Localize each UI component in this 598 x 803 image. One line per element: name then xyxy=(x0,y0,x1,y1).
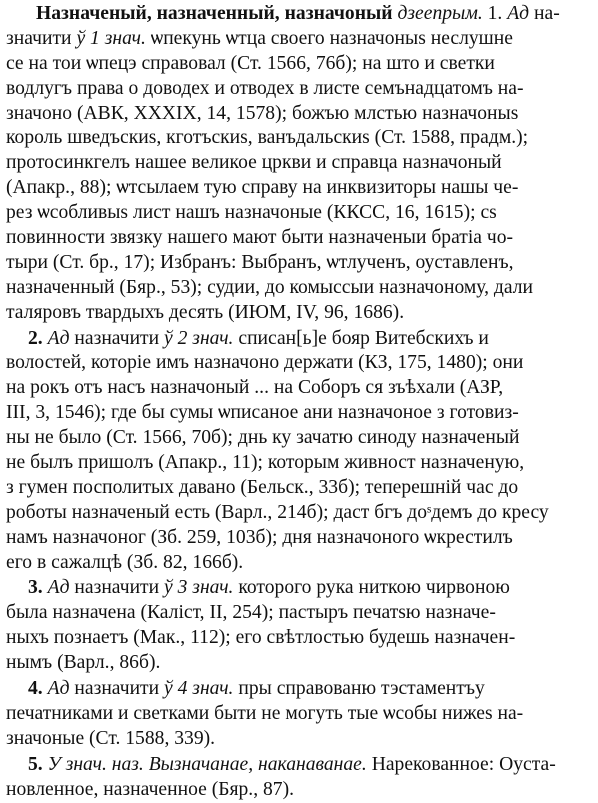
text-line: ны не было (Ст. 1566, 70б); днь ку зачатю синоду назначеный xyxy=(6,427,520,449)
text-line: протосинкгелъ нашее великое цркви и справца назначоный xyxy=(6,152,502,174)
text-line: Назначеный, назначенный, назначоный дзеепрым. 1. Ад на- xyxy=(36,3,560,24)
text-line: значоные (Ст. 1588, 339). xyxy=(6,727,216,749)
text-line: повинности звязку нашего мают быти назначеныи братіа чо- xyxy=(6,227,514,249)
text-line: 4. Ад назначити ў 4 знач. пры справованю тэстаментъу xyxy=(28,678,485,700)
text-line: 5. У знач. наз. Вызначанае, наканаванае. Нарекованное: Оуста- xyxy=(28,753,556,775)
text-line: волостей, которіе имъ назначоно держати (КЗ, 175, 1480); они xyxy=(6,352,524,374)
text-line: таляровъ твардыхъ десять (ИЮМ, IV, 96, 1686). xyxy=(6,301,405,323)
sense-paragraph-2 xyxy=(6,327,592,576)
text-line: значоно (АВК, XXXIX, 14, 1578); божъю млстью назначоныs xyxy=(6,102,519,124)
text-line: король шведъскиs, кготъскиs, ванъдальскиs (Ст. 1588, прадм.); xyxy=(6,127,529,149)
text-line: з гумен посполитых давано (Бельск., 33б); теперешній час до xyxy=(6,476,519,498)
text-line: се на тои ѡпецэ справовал (Ст. 1566, 76б); на што и светки xyxy=(6,52,495,74)
text-line: ныхъ познаетъ (Мак., 112); его свѣтлостью будешь назначен- xyxy=(6,627,516,649)
sense-paragraph-5 xyxy=(6,753,592,803)
text-line: значити ў 1 знач. ѡпекунь ѡтца своего назначоныs неслушне xyxy=(6,27,513,49)
text-line: печатниками и светками быти не могуть тые ѡсобы нижеs на- xyxy=(6,702,524,724)
text-line: (Апакр., 88); ѡтсылаем тую справу на инквизиторы нашы че- xyxy=(6,177,519,199)
text-line: водлугъ права о доводех и отводех в листе семънадцатомъ на- xyxy=(6,77,524,99)
text-line: 3. Ад назначити ў 3 знач. которого рука ниткою чирвоною xyxy=(28,577,510,599)
text-line: не былъ пришолъ (Апакр., 11); которым живност назначеную, xyxy=(6,452,525,474)
sense-paragraph-4 xyxy=(6,677,592,752)
text-line: намъ назначоног (Зб. 259, 103б); дня назначоного ѡкрестилъ xyxy=(6,526,513,548)
sense-paragraph-3 xyxy=(6,576,592,676)
text-line: нымъ (Варл., 86б). xyxy=(6,652,161,674)
text-line: назначенный (Бяр., 53); судии, до комыссыи назначоному, дали xyxy=(6,276,534,298)
text-line: его в сажалцѣ (Зб. 82, 166б). xyxy=(6,551,244,573)
text-line: новленное, назначенное (Бяр., 87). xyxy=(6,778,295,800)
text-line: тыри (Ст. бр., 17); Избранъ: Выбранъ, ѡтлученъ, оуставленъ, xyxy=(6,251,514,273)
text-line: III, 3, 1546); где бы сумы ѡписаное ани назначоное з готовиз- xyxy=(6,402,519,424)
sense-paragraph-1 xyxy=(6,2,592,326)
text-line: роботы назначеный есть (Варл., 214б); даст бгъ доˢдемъ до кресу xyxy=(6,501,549,523)
text-line: рез ѡсобливыs лист нашъ назначоные (ККСС, 16, 1615); сs xyxy=(6,202,497,224)
text-line: на рокъ отъ насъ назначоный ... на Соборъ ся зъѣхали (АЗР, xyxy=(6,377,504,399)
text-line: 2. Ад назначити ў 2 знач. списан[ь]е бояр Витебскихъ и xyxy=(28,327,489,349)
text-line: была назначена (Каліст, II, 254); пастыръ печатsю назначе- xyxy=(6,602,496,624)
